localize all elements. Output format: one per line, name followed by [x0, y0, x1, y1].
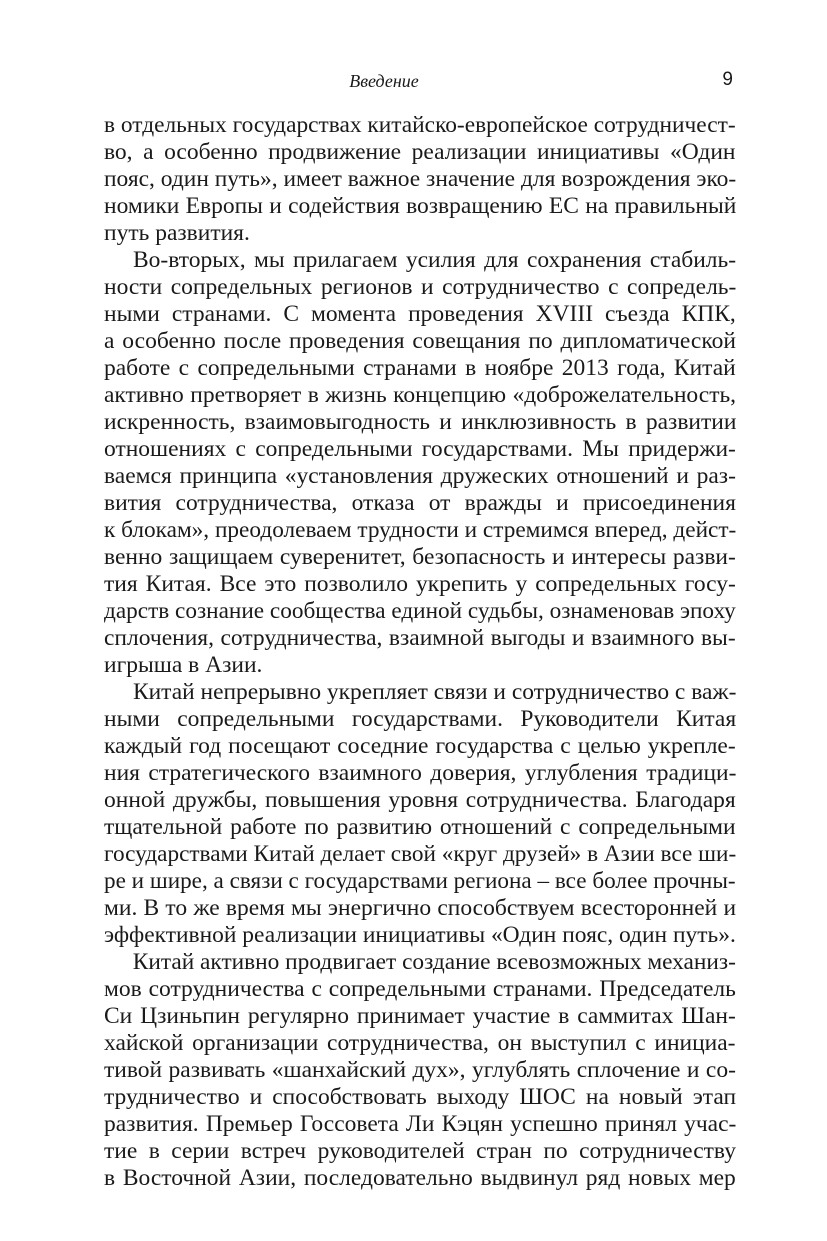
- text-line: к блокам», преодолеваем трудности и стремимся вперед, дейст-: [104, 517, 737, 543]
- text-line: развития. Премьер Госсовета Ли Кэцян успешно принял учас-: [104, 1111, 737, 1137]
- text-line: мов сотрудничества с сопредельными странами. Председатель: [104, 976, 736, 1002]
- text-line: а особенно после проведения совещания по дипломатической: [104, 328, 736, 354]
- paragraph: [104, 112, 736, 247]
- text-line: вития сотрудничества, отказа от вражды и присоединения: [104, 490, 736, 516]
- text-line: ми. В то же время мы энергично способствуем всесторонней и: [104, 895, 737, 921]
- text-line: трудничество и способствовать выходу ШОС на новый этап: [104, 1084, 737, 1110]
- text-line: активно претворяет в жизнь концепцию «доброжелательность,: [104, 382, 737, 408]
- paragraph: [104, 247, 736, 679]
- text-line: во, а особенно продвижение реализации инициативы «Один: [104, 139, 736, 165]
- text-line: работе с сопредельными странами в ноябре 2013 года, Китай: [104, 355, 736, 381]
- text-line: ре и шире, а связи с государствами региона – все более прочны-: [104, 868, 736, 894]
- text-line: хайской организации сотрудничества, он выступил с инициа-: [104, 1030, 736, 1056]
- body-text: [104, 112, 736, 1192]
- text-line: Китай непрерывно укрепляет связи и сотрудничество с важ-: [132, 679, 737, 705]
- text-line: Си Цзиньпин регулярно принимает участие в саммитах Шан-: [104, 1003, 736, 1029]
- text-line: тивой развивать «шанхайский дух», углублять сплочение и со-: [104, 1057, 736, 1083]
- chapter-title: Введение: [349, 71, 419, 91]
- text-line: номики Европы и содействия возвращению ЕС на правильный: [104, 193, 737, 219]
- text-line: пояс, один путь», имеет важное значение для возрождения эко-: [104, 166, 737, 192]
- text-line: в Восточной Азии, последовательно выдвинул ряд новых мер: [104, 1165, 736, 1191]
- text-line: тщательной работе по развитию отношений с сопредельными: [104, 814, 736, 840]
- text-line: государствами Китай делает свой «круг друзей» в Азии все ши-: [104, 841, 737, 867]
- text-line: тие в серии встреч руководителей стран по сотрудничеству: [104, 1138, 736, 1164]
- text-line: ными странами. С момента проведения XVIII съезда КПК,: [104, 301, 736, 327]
- text-line: ния стратегического взаимного доверия, углубления традици-: [104, 760, 737, 786]
- text-line: игрыша в Азии.: [104, 652, 263, 678]
- text-line: путь развития.: [104, 220, 250, 246]
- text-line: тия Китая. Все это позволило укрепить у сопредельных госу-: [104, 571, 736, 597]
- text-line: онной дружбы, повышения уровня сотрудничества. Благодаря: [104, 787, 736, 813]
- text-line: отношениях с сопредельными государствами. Мы придержи-: [104, 436, 736, 462]
- text-line: эффективной реализации инициативы «Один пояс, один путь».: [104, 922, 736, 948]
- text-line: венно защищаем суверенитет, безопасность и интересы разви-: [104, 544, 736, 570]
- text-line: Во-вторых, мы прилагаем усилия для сохранения стабиль-: [133, 247, 737, 273]
- text-line: ными сопредельными государствами. Руководители Китая: [104, 706, 737, 732]
- page-number: 9: [722, 69, 733, 90]
- text-line: искренность, взаимовыгодность и инклюзивность в развитии: [104, 409, 737, 435]
- text-line: ваемся принципа «установления дружеских отношений и раз-: [104, 463, 736, 489]
- text-line: каждый год посещают соседние государства с целью укрепле-: [104, 733, 736, 759]
- text-line: в отдельных государствах китайско-европейское сотрудничест-: [104, 112, 736, 138]
- text-line: ности сопредельных регионов и сотрудничество с сопредель-: [104, 274, 737, 300]
- paragraph: [104, 949, 736, 1192]
- text-line: дарств сознание сообщества единой судьбы, ознаменовав эпоху: [104, 598, 736, 624]
- running-header: [104, 68, 736, 94]
- text-line: Китай активно продвигает создание всевозможных механиз-: [132, 949, 736, 975]
- text-line: сплочения, сотрудничества, взаимной выгоды и взаимного вы-: [104, 625, 736, 651]
- paragraph: [104, 679, 736, 949]
